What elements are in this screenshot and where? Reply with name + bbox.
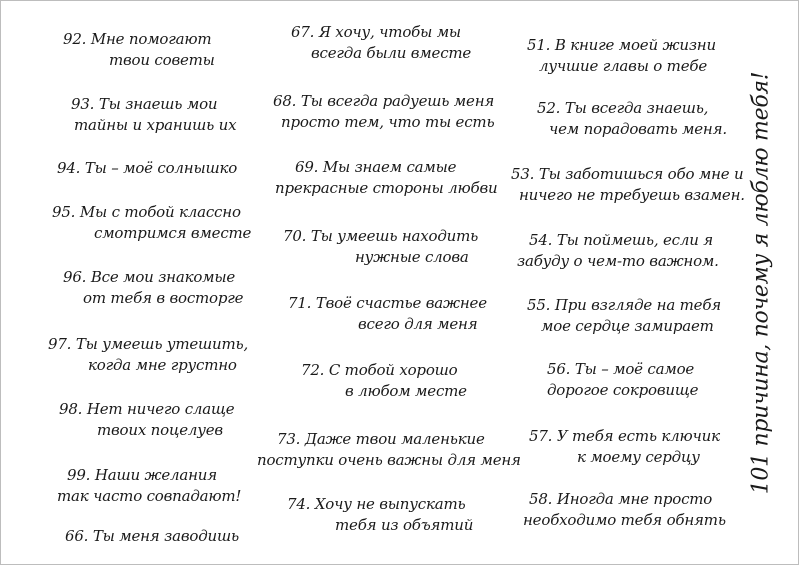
reason-item bbox=[527, 35, 716, 77]
reason-line: тебя из объятий bbox=[335, 516, 474, 534]
reason-line: смотримся вместе bbox=[94, 224, 252, 242]
reason-line: твоих поцелуев bbox=[97, 421, 223, 439]
reason-item bbox=[537, 98, 727, 140]
reason-item bbox=[287, 494, 473, 536]
reason-line: от тебя в восторге bbox=[83, 289, 244, 307]
reason-line: 52. Ты всегда знаешь, bbox=[537, 99, 709, 117]
reason-line: прекрасные стороны любви bbox=[275, 179, 498, 197]
reason-item bbox=[523, 489, 726, 531]
reason-line: поступки очень важны для меня bbox=[257, 451, 521, 469]
reason-line: забуду о чем-то важном. bbox=[517, 252, 719, 270]
reason-line: 97. Ты умеешь утешить, bbox=[48, 335, 249, 353]
reason-line: нужные слова bbox=[355, 248, 469, 266]
reason-line: 55. При взгляде на тебя bbox=[527, 296, 722, 314]
reason-line: 70. Ты умеешь находить bbox=[283, 227, 479, 245]
reason-line: 69. Мы знаем самые bbox=[295, 158, 457, 176]
reason-line: необходимо тебя обнять bbox=[523, 511, 726, 529]
reason-line: твои советы bbox=[109, 51, 215, 69]
reason-line: 71. Твоё счастье важнее bbox=[288, 294, 487, 312]
reason-line: дорогое сокровище bbox=[547, 381, 699, 399]
reason-line: 99. Наши желания bbox=[67, 466, 217, 484]
reason-item bbox=[52, 202, 251, 244]
reason-item bbox=[71, 94, 236, 136]
reason-line: 67. Я хочу, чтобы мы bbox=[291, 23, 461, 41]
reason-item bbox=[547, 359, 698, 401]
reason-line: когда мне грустно bbox=[88, 356, 237, 374]
reason-line: мое сердце замирает bbox=[541, 317, 714, 335]
vertical-title: 101 причина, почему я люблю тебя! bbox=[748, 71, 774, 495]
reason-item bbox=[527, 295, 721, 337]
reason-line: 92. Мне помогают bbox=[63, 30, 212, 48]
reason-item bbox=[63, 29, 215, 71]
reason-line: так часто совпадают! bbox=[57, 487, 242, 505]
reason-line: к моему сердцу bbox=[577, 448, 700, 466]
reason-line: 95. Мы с тобой классно bbox=[52, 203, 241, 221]
reason-line: тайны и хранишь их bbox=[74, 116, 237, 134]
reason-item bbox=[301, 360, 467, 402]
reason-item bbox=[273, 91, 494, 133]
reason-item bbox=[63, 267, 243, 309]
reason-line: 72. С тобой хорошо bbox=[301, 361, 458, 379]
reason-line: 96. Все мои знакомые bbox=[63, 268, 236, 286]
reason-item bbox=[257, 429, 521, 471]
reason-line: 73. Даже твои маленькие bbox=[277, 430, 485, 448]
reason-item bbox=[275, 157, 498, 199]
reason-line: 57. У тебя есть ключик bbox=[529, 427, 720, 445]
reason-line: просто тем, что ты есть bbox=[281, 113, 495, 131]
reason-line: всего для меня bbox=[358, 315, 478, 333]
reason-item bbox=[283, 226, 478, 268]
reason-line: 58. Иногда мне просто bbox=[529, 490, 713, 508]
reason-line: чем порадовать меня. bbox=[549, 120, 727, 138]
reason-item bbox=[48, 334, 248, 376]
reason-line: 56. Ты – моё самое bbox=[547, 360, 695, 378]
reason-item bbox=[288, 293, 487, 335]
reason-line: всегда были вместе bbox=[311, 44, 472, 62]
reason-item bbox=[511, 164, 745, 206]
reason-item bbox=[59, 399, 235, 441]
reason-line: 54. Ты поймешь, если я bbox=[529, 231, 713, 249]
reason-line: 94. Ты – моё солнышко bbox=[57, 159, 238, 177]
reason-item bbox=[57, 158, 237, 179]
reason-item bbox=[65, 526, 239, 547]
reason-line: в любом месте bbox=[345, 382, 467, 400]
reason-line: 68. Ты всегда радуешь меня bbox=[273, 92, 495, 110]
reason-line: 53. Ты заботишься обо мне и bbox=[511, 165, 744, 183]
reason-line: 51. В книге моей жизни bbox=[527, 36, 716, 54]
reason-line: 66. Ты меня заводишь bbox=[65, 527, 239, 545]
reason-item bbox=[291, 22, 471, 64]
reason-item bbox=[517, 230, 719, 272]
reason-item bbox=[529, 426, 720, 468]
reason-line: 74. Хочу не выпускать bbox=[287, 495, 466, 513]
reason-item bbox=[57, 465, 242, 507]
reason-line: лучшие главы о тебе bbox=[539, 57, 708, 75]
reason-line: ничего не требуешь взамен. bbox=[519, 186, 745, 204]
reason-line: 93. Ты знаешь мои bbox=[71, 95, 218, 113]
reason-line: 98. Нет ничего слаще bbox=[59, 400, 235, 418]
